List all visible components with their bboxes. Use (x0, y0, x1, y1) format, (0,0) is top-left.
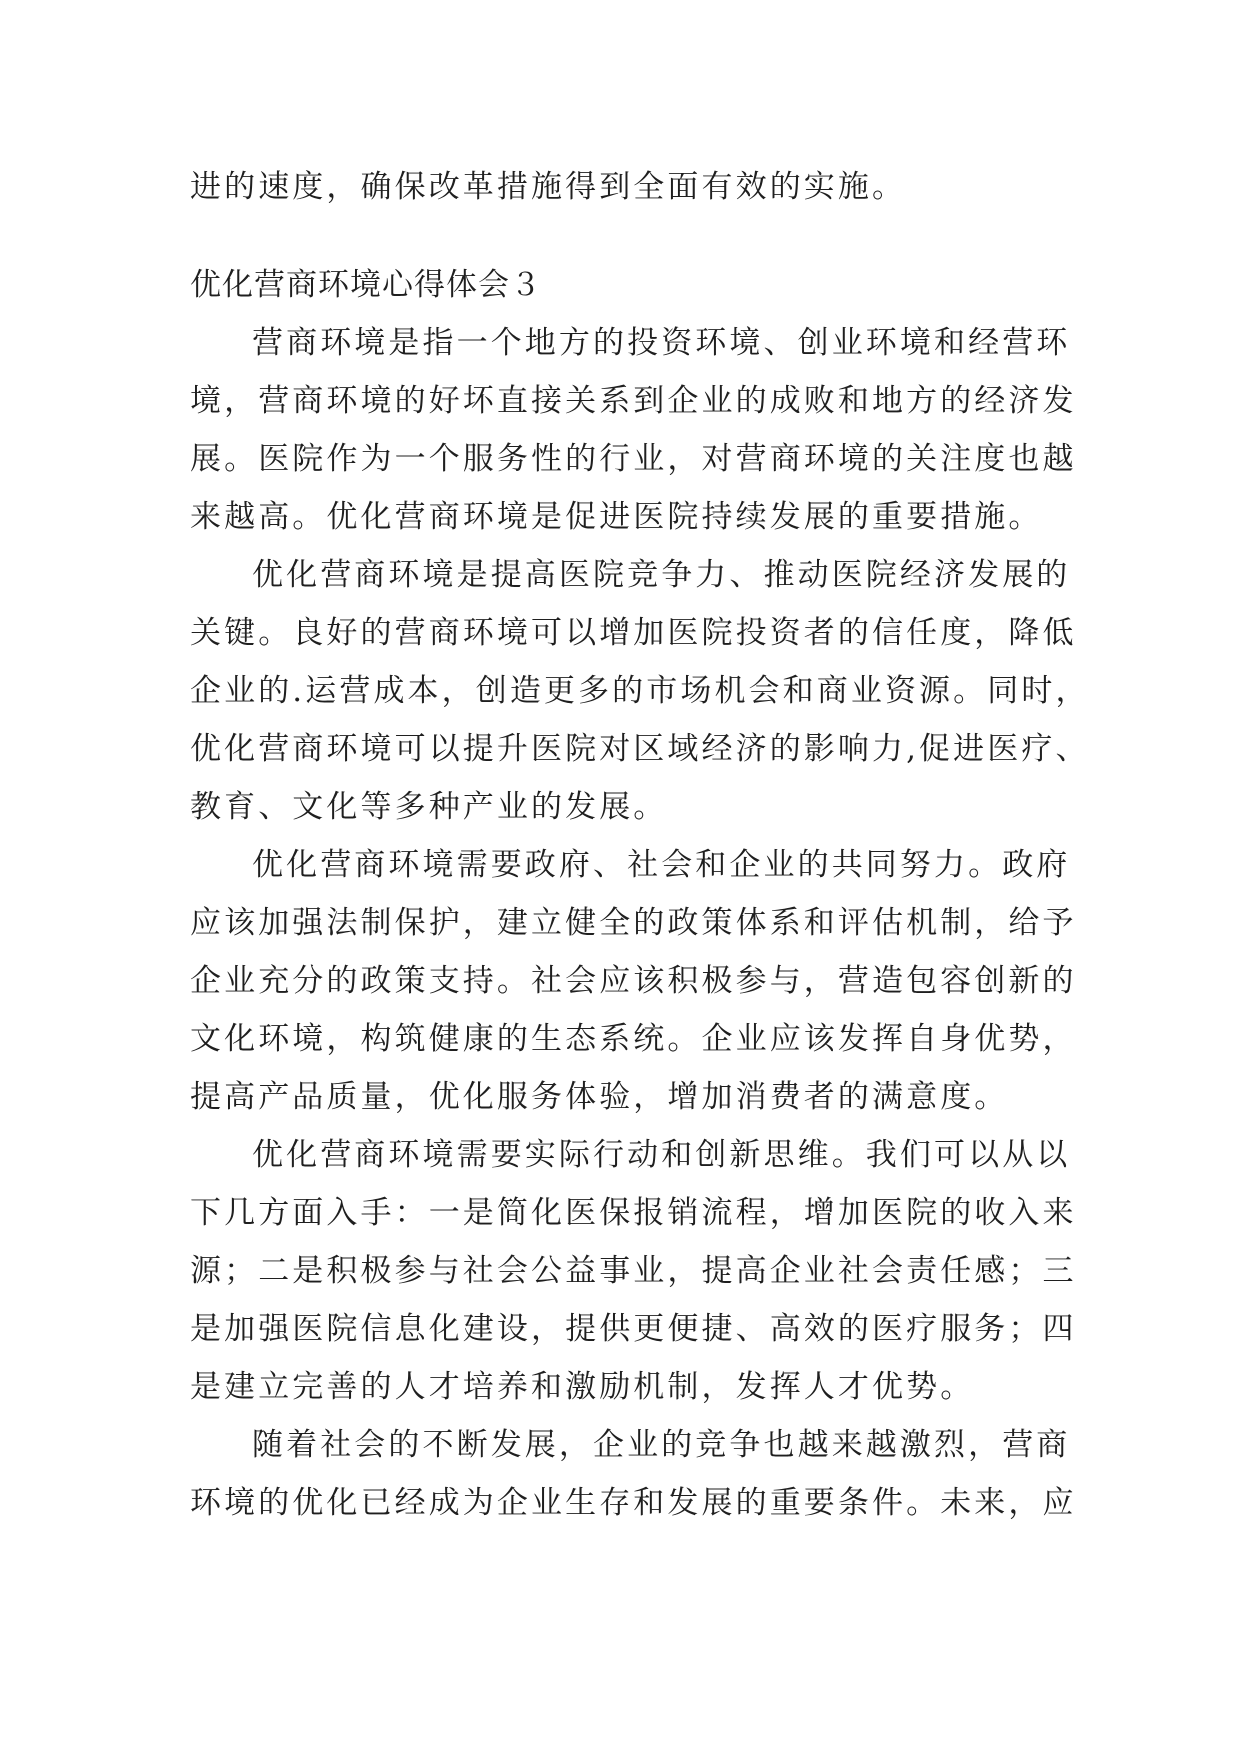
paragraph-line: 是建立完善的人才培养和激励机制，发挥人才优势。 (190, 1369, 975, 1405)
paragraph-line: 是加强医院信息化建设，提供更便捷、高效的医疗服务；四 (190, 1311, 1077, 1347)
paragraph-line: 企业充分的政策支持。社会应该积极参与，营造包容创新的 (190, 963, 1077, 999)
paragraph-line: 企业的.运营成本，创造更多的市场机会和商业资源。同时， (190, 673, 1090, 709)
paragraph-line: 境，营商环境的好坏直接关系到企业的成败和地方的经济发 (190, 383, 1077, 419)
carryover-line: 进的速度，确保改革措施得到全面有效的实施。 (190, 169, 907, 205)
paragraph-5 (190, 1416, 1077, 1532)
paragraph-line: 源；二是积极参与社会公益事业，提高企业社会责任感；三 (190, 1253, 1077, 1289)
paragraph-line: 营商环境是指一个地方的投资环境、创业环境和经营环 (252, 325, 1071, 361)
paragraph-line: 优化营商环境是提高医院竞争力、推动医院经济发展的 (252, 557, 1071, 593)
paragraph-line: 来越高。优化营商环境是促进医院持续发展的重要措施。 (190, 499, 1043, 535)
document-body (190, 158, 1090, 1532)
paragraph-line: 应该加强法制保护，建立健全的政策体系和评估机制，给予 (190, 905, 1077, 941)
paragraph-line: 优化营商环境可以提升医院对区域经济的影响力,促进医疗、 (190, 731, 1090, 767)
paragraph-line: 环境的优化已经成为企业生存和发展的重要条件。未来，应 (190, 1485, 1077, 1521)
paragraph-line: 文化环境，构筑健康的生态系统。企业应该发挥自身优势， (190, 1021, 1077, 1057)
paragraph-line: 教育、文化等多种产业的发展。 (190, 789, 668, 825)
section-title: 优化营商环境心得体会３ (190, 267, 542, 303)
paragraph-line: 随着社会的不断发展，企业的竞争也越来越激烈，营商 (252, 1427, 1071, 1463)
paragraph-line: 下几方面入手：一是简化医保报销流程，增加医院的收入来 (190, 1195, 1077, 1231)
paragraph-4 (190, 1126, 1077, 1416)
paragraph-3 (190, 836, 1077, 1126)
paragraph-line: 优化营商环境需要政府、社会和企业的共同努力。政府 (252, 847, 1071, 883)
paragraph-line: 提高产品质量，优化服务体验，增加消费者的满意度。 (190, 1079, 1009, 1115)
paragraph-2 (190, 546, 1090, 836)
paragraph-line: 关键。良好的营商环境可以增加医院投资者的信任度，降低 (190, 615, 1077, 651)
paragraph-line: 展。医院作为一个服务性的行业，对营商环境的关注度也越 (190, 441, 1077, 477)
paragraph-line: 优化营商环境需要实际行动和创新思维。我们可以从以 (252, 1137, 1071, 1173)
paragraph-1 (190, 314, 1077, 546)
